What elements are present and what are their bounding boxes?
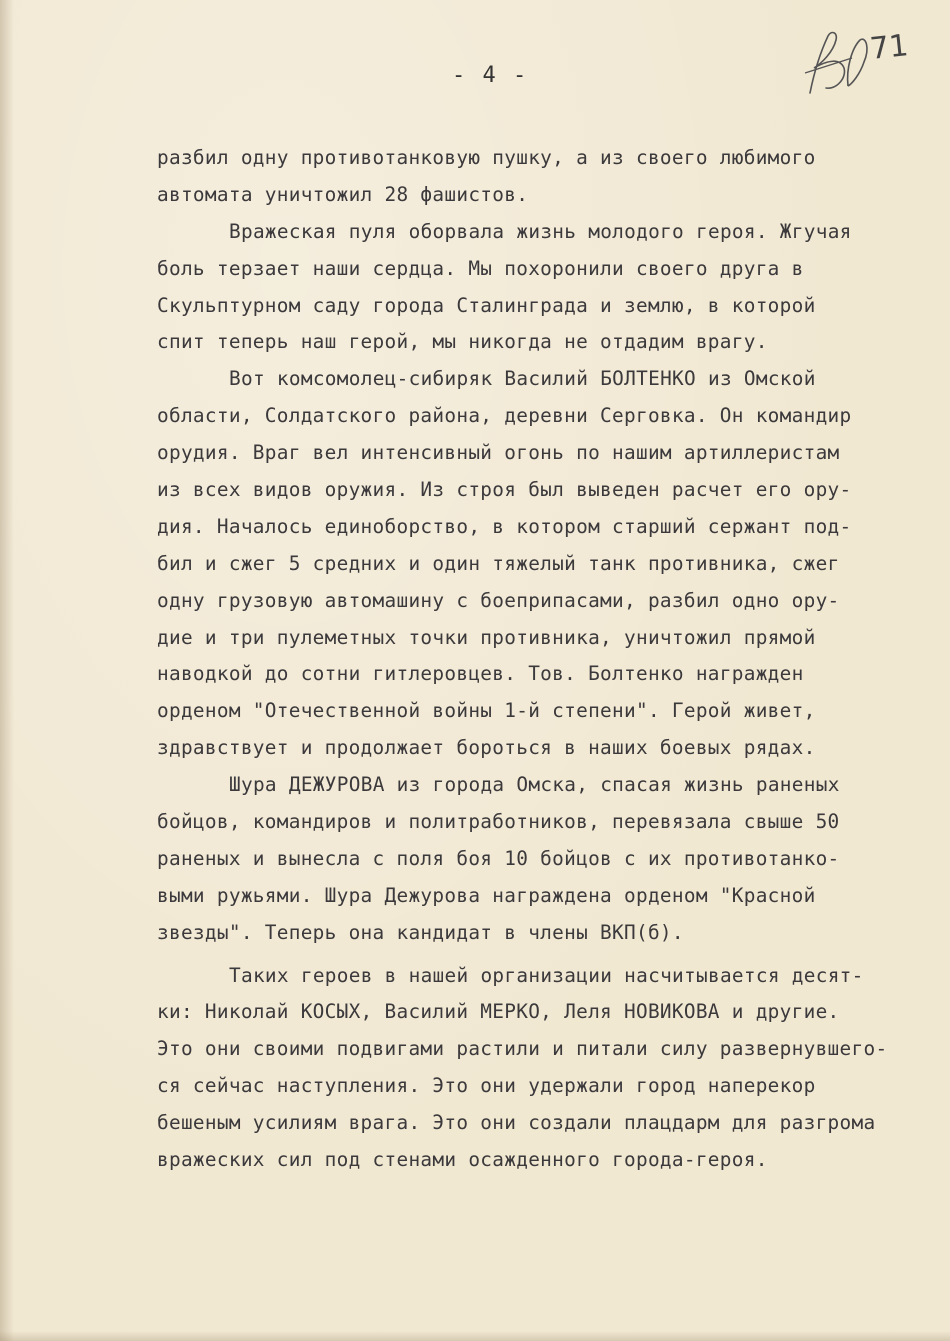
paragraph-start-line: Вражеская пуля оборвала жизнь молодого героя. Жгучая (229, 219, 852, 243)
text-line: орденом "Отечественной войны 1-й степени". Герой живет, (157, 699, 816, 723)
archive-number-handwritten (800, 18, 910, 108)
text-line: Скульптурном саду города Сталинграда и землю, в которой (157, 293, 816, 317)
text-line: области, Солдатского района, деревни Серговка. Он командир (157, 404, 852, 428)
paper-edge-shadow (0, 0, 14, 1341)
paragraph-start-line: Шура ДЕЖУРОВА из города Омска, спасая жизнь раненых (229, 773, 840, 797)
text-line: из всех видов оружия. Из строя был выведен расчет его ору- (157, 478, 852, 502)
text-line: разбил одну противотанковую пушку, а из своего любимого (157, 146, 816, 169)
text-line: бойцов, командиров и политработников, перевязала свыше 50 (157, 810, 840, 834)
document-body (157, 140, 942, 1179)
text-line: наводкой до сотни гитлеровцев. Тов. Болтенко награжден (157, 662, 804, 686)
text-line: дие и три пулеметных точки противника, уничтожил прямой (157, 625, 816, 649)
text-line: ся сейчас наступления. Это они удержали город наперекор (157, 1074, 816, 1098)
text-line: Это они своими подвигами растили и питали силу развернувшего- (157, 1037, 888, 1061)
text-line: спит теперь наш герой, мы никогда не отдадим врагу. (157, 330, 768, 354)
page-number: - 4 - (452, 63, 529, 88)
text-line: дия. Началось единоборство, в котором старший сержант под- (157, 514, 852, 538)
text-line: здравствует и продолжает бороться в наших боевых рядах. (157, 736, 816, 760)
text-line: бил и сжег 5 средних и один тяжелый танк противника, сжег (157, 551, 840, 575)
text-line: бешеным усилиям врага. Это они создали плацдарм для разгрома (157, 1111, 876, 1135)
text-line: автомата уничтожил 28 фашистов. (157, 182, 529, 206)
text-line: звезды". Теперь она кандидат в члены ВКП(б). (157, 920, 684, 944)
text-line: раненых и вынесла с поля боя 10 бойцов с их противотанко- (157, 846, 840, 870)
text-line: вражеских сил под стенами осажденного города-героя. (157, 1148, 768, 1172)
archive-number-text: 71 (868, 28, 910, 67)
paragraph-start-line: Вот комсомолец-сибиряк Василий БОЛТЕНКО из Омской (229, 367, 816, 391)
text-line: боль терзает наши сердца. Мы похоронили своего друга в (157, 256, 804, 280)
paper-bottom-shadow (0, 1331, 950, 1341)
text-line: одну грузовую автомашину с боеприпасами, разбил одно ору- (157, 588, 840, 612)
text-line: ки: Николай КОСЫХ, Василий МЕРКО, Леля НОВИКОВА и другие. (157, 1000, 840, 1024)
paragraph-start-line: Таких героев в нашей организации насчитывается десят- (229, 963, 864, 987)
text-line: выми ружьями. Шура Дежурова награждена орденом "Красной (157, 883, 816, 907)
text-line: орудия. Враг вел интенсивный огонь по нашим артиллеристам (157, 441, 840, 465)
